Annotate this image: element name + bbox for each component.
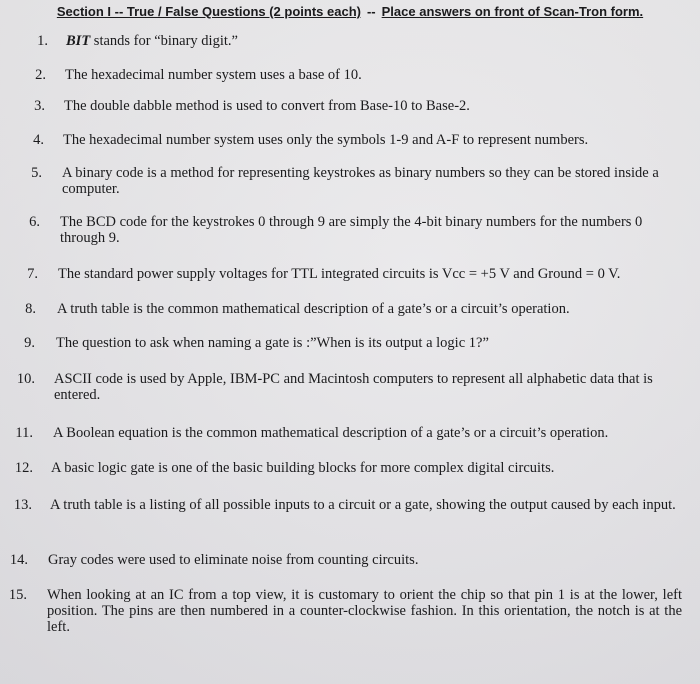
question-text: A Boolean equation is the common mathematical description of a gate’s or a circuit’s operation. — [53, 425, 609, 441]
question-text: The BCD code for the keystrokes 0 through 9 are simply the 4-bit binary numbers for the numbers 0 through 9. — [60, 214, 643, 246]
question-number: 4. — [33, 132, 44, 148]
question-number: 12. — [14, 460, 33, 476]
heading-separator: -- — [366, 4, 376, 19]
question-text: The hexadecimal number system uses only the symbols 1-9 and A-F to represent numbers. — [63, 132, 589, 148]
question-number: 5. — [31, 165, 42, 181]
question-number: 13. — [13, 497, 32, 513]
question-number: 15. — [8, 587, 27, 603]
question-text: A binary code is a method for representing keystrokes as binary numbers so they can be stored inside a computer. — [62, 165, 659, 197]
question-text: The hexadecimal number system uses a base of 10. — [65, 67, 362, 83]
question-text: ASCII code is used by Apple, IBM-PC and Macintosh computers to represent all alphabetic data that is entered. — [54, 371, 653, 403]
section-title: Section I -- True / False Questions (2 points each) — [56, 4, 361, 19]
question-text: A truth table is a listing of all possible inputs to a circuit or a gate, showing the output caused by each input. — [50, 497, 676, 513]
bit-term: BIT — [66, 33, 91, 49]
question-number: 2. — [35, 67, 46, 83]
question-text: A truth table is the common mathematical description of a gate’s or a circuit’s operation. — [57, 301, 570, 317]
question-number: 9. — [24, 335, 35, 351]
question-number: 10. — [16, 371, 35, 387]
section-heading — [0, 4, 700, 19]
question-text: When looking at an IC from a top view, it is customary to orient the chip so that pin 1 is at the lower, left position. The pins are then numbered in a counter-clockwise fashion. In this orientation, the notch is at the left. — [47, 587, 682, 635]
answer-instruction: Place answers on front of Scan-Tron form. — [381, 4, 644, 19]
question-number: 14. — [9, 552, 28, 568]
question-text: The standard power supply voltages for TTL integrated circuits is Vcc = +5 V and Ground = 0 V. — [58, 266, 621, 282]
question-text: A basic logic gate is one of the basic building blocks for more complex digital circuits. — [51, 460, 555, 476]
question-number: 7. — [27, 266, 38, 282]
question-number: 1. — [37, 33, 48, 49]
question-text: BIT stands for “binary digit.” — [66, 33, 238, 49]
question-number: 6. — [29, 214, 40, 230]
question-number: 8. — [25, 301, 36, 317]
question-number: 3. — [34, 98, 45, 114]
question-text: The question to ask when naming a gate is :”When is its output a logic 1?” — [56, 335, 489, 351]
question-text: Gray codes were used to eliminate noise from counting circuits. — [48, 552, 419, 568]
question-number: 11. — [15, 425, 33, 441]
question-text: The double dabble method is used to convert from Base-10 to Base-2. — [64, 98, 470, 114]
